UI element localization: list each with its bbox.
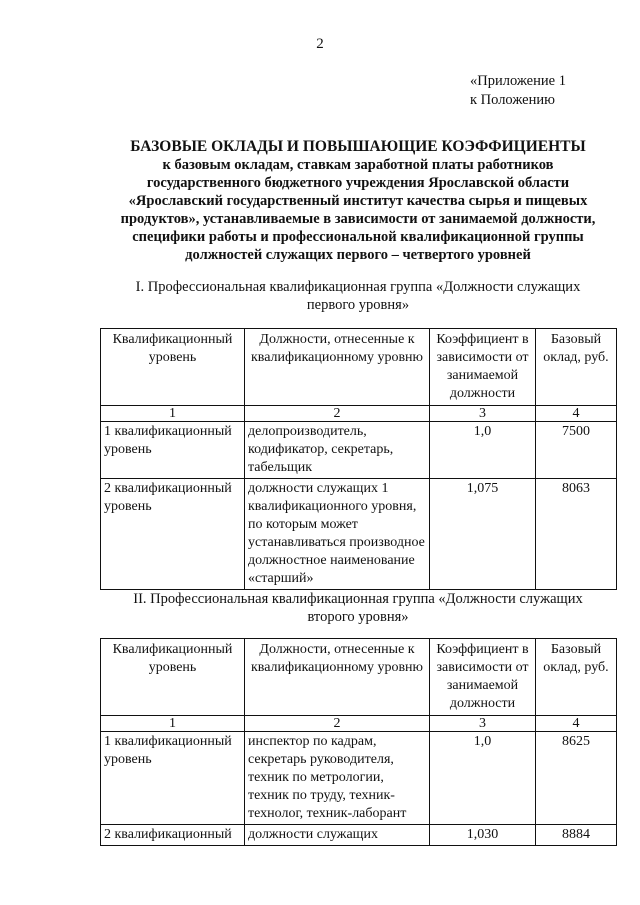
section-2-heading-line-1: II. Профессиональная квалификационная группа «Должности служащих: [133, 591, 583, 607]
title-line-5: продуктов», устанавливаемые в зависимости от занимаемой должности,: [120, 211, 596, 227]
salary-value: 8884: [536, 825, 617, 846]
salary-value: 8063: [536, 479, 617, 590]
qualification-level: 1 квалификационный уровень: [101, 732, 245, 825]
salary-value: 7500: [536, 422, 617, 479]
table-header-row: [101, 329, 617, 406]
coefficient-value: 1,0: [430, 732, 536, 825]
document-title: [100, 138, 616, 264]
title-line-7: должностей служащих первого – четвертого уровней: [185, 247, 531, 263]
column-number-row: [101, 716, 617, 732]
annex-line-1: «Приложение 1: [470, 73, 566, 89]
qualification-level: 2 квалификационный уровень: [101, 479, 245, 590]
table-row: [101, 825, 617, 846]
header-positions: Должности, отнесенные к квалификационному уровню: [245, 329, 430, 406]
table-header-row: [101, 639, 617, 716]
positions-list: должности служащих: [245, 825, 430, 846]
column-number: 3: [430, 406, 536, 422]
annex-reference: [470, 72, 566, 110]
header-level: Квалификационный уровень: [101, 329, 245, 406]
column-number: 1: [101, 406, 245, 422]
table-row: [101, 479, 617, 590]
column-number: 2: [245, 716, 430, 732]
section-2-table: [100, 638, 617, 846]
title-line-2: к базовым окладам, ставкам заработной платы работников: [162, 157, 554, 173]
header-coefficient: Коэффициент в зависимости от занимаемой должности: [430, 329, 536, 406]
salary-value: 8625: [536, 732, 617, 825]
section-1-heading-line-1: I. Профессиональная квалификационная группа «Должности служащих: [135, 279, 581, 295]
column-number: 4: [536, 406, 617, 422]
section-1-table: [100, 328, 617, 590]
column-number: 3: [430, 716, 536, 732]
section-1-heading-line-2: первого уровня»: [306, 297, 410, 313]
table-row: [101, 422, 617, 479]
title-line-6: специфики работы и профессиональной квалификационной группы: [132, 229, 584, 245]
coefficient-value: 1,0: [430, 422, 536, 479]
section-1-heading: [100, 278, 616, 314]
column-number: 2: [245, 406, 430, 422]
qualification-level: 2 квалификационный: [101, 825, 245, 846]
section-2-heading: [100, 590, 616, 626]
header-positions: Должности, отнесенные к квалификационному уровню: [245, 639, 430, 716]
header-salary: Базовый оклад, руб.: [536, 329, 617, 406]
header-coefficient: Коэффициент в зависимости от занимаемой должности: [430, 639, 536, 716]
section-2-heading-line-2: второго уровня»: [307, 609, 409, 625]
coefficient-value: 1,075: [430, 479, 536, 590]
positions-list: делопроизводитель, кодификатор, секретарь, табельщик: [245, 422, 430, 479]
column-number-row: [101, 406, 617, 422]
title-line-4: «Ярославский государственный институт качества сырья и пищевых: [128, 193, 588, 209]
title-main: БАЗОВЫЕ ОКЛАДЫ И ПОВЫШАЮЩИЕ КОЭФФИЦИЕНТЫ: [130, 138, 586, 155]
positions-list: должности служащих 1 квалификационного уровня, по которым может устанавливаться производное должностное наименование «старший»: [245, 479, 430, 590]
header-level: Квалификационный уровень: [101, 639, 245, 716]
page-number: 2: [316, 36, 324, 52]
header-salary: Базовый оклад, руб.: [536, 639, 617, 716]
coefficient-value: 1,030: [430, 825, 536, 846]
title-line-3: государственного бюджетного учреждения Ярославской области: [146, 175, 570, 191]
positions-list: инспектор по кадрам, секретарь руководителя, техник по метрологии, техник по труду, техник-технолог, техник-лаборант: [245, 732, 430, 825]
qualification-level: 1 квалификационный уровень: [101, 422, 245, 479]
column-number: 4: [536, 716, 617, 732]
table-row: [101, 732, 617, 825]
column-number: 1: [101, 716, 245, 732]
annex-line-2: к Положению: [470, 92, 555, 108]
